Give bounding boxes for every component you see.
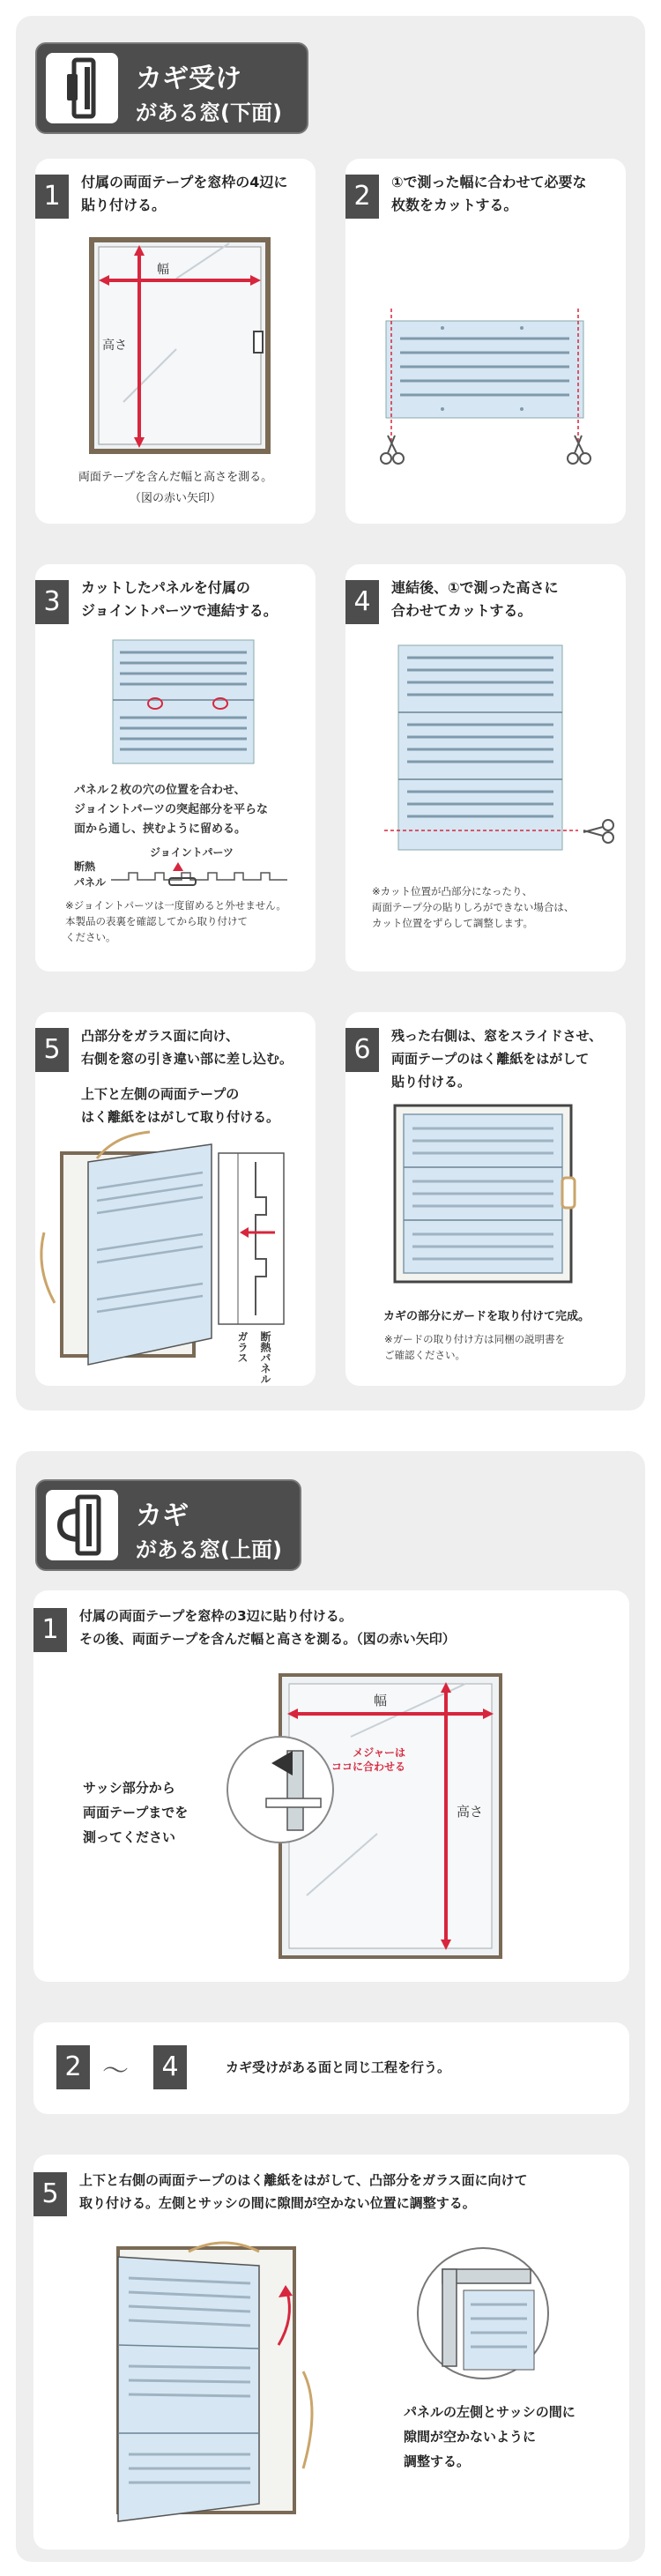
step-number: 5 [33,2172,67,2216]
height-cut-diagram [345,631,626,852]
width-label: 幅 [374,1693,388,1709]
tilde-separator: 〜 [102,2056,129,2087]
step-number: 3 [35,580,69,624]
sash-measure-note: サッシ部分から 両面テープまでを 測ってください [83,1780,189,1845]
section-title-line1: カギ [136,1500,189,1531]
step-instruction-2: 上下と左側の両面テープの はく離紙をはがして取り付ける。 [81,1086,280,1125]
window-lock-icon [46,1490,118,1560]
step-card-5 [33,2155,629,2550]
step-instruction: 凸部分をガラス面に向け、 右側を窓の引き違い部に差し込む。 [81,1028,293,1067]
measure-caption: 両面テープを含んだ幅と高さを測る。 （図の赤い矢印） [78,471,273,505]
finished-window-diagram [345,1097,626,1299]
step-instruction: 連結後、①で測った高さに 合わせてカットする。 [391,579,559,619]
glass-label: ガラス [236,1331,249,1363]
scissors-icon [568,436,590,464]
gap-detail-diagram [412,2243,553,2384]
scissors-icon [583,820,613,843]
step-instruction: ①で測った幅に合わせて必要な 枚数をカットする。 [391,174,587,213]
section-header [35,42,308,134]
step-card-6 [345,1012,626,1386]
window-latch-receiver-icon [46,53,118,123]
step-number: 4 [345,580,379,624]
height-label: 高さ [457,1804,484,1820]
gap-adjust-caption: パネルの左側とサッシの間に 隙間が空かないように 調整する。 [404,2404,576,2469]
panel-label: 断熱パネル [259,1331,271,1384]
step-number: 2 [345,175,379,219]
joint-note: ※ジョイントパーツは一度留めると外せません。 本製品の表裏を確認してから取り付けて ください。 [65,899,286,943]
cut-note: ※カット位置が凸部分になったり、 両面テープ分の貼りしろができない場合は、 カット位置をずらして調整します。 [372,885,575,929]
window-measure-diagram [35,226,316,455]
joint-description: パネル２枚の穴の位置を合わせ、 ジョイントパーツの突起部分を平らな 面から通し、挟むように留める。 [74,784,268,836]
step-number-from: 2 [56,2045,90,2089]
step-instruction: 残った右側は、窓をスライドさせ、 両面テープのはく離紙をはがして 貼り付ける。 [391,1028,603,1090]
completion-caption: カギの部分にガードを取り付けて完成。 [382,1310,590,1323]
measure-callout: メジャーは ココに合わせる [330,1746,405,1773]
section-title-line2: がある窓(上面) [136,1537,282,1562]
joined-panels-diagram [35,633,316,765]
step-number-to: 4 [153,2045,187,2089]
height-label: 高さ [102,339,127,353]
section-upper-lock-window [16,1451,645,2562]
lock-guard-icon [562,1178,575,1208]
step-number: 5 [35,1028,69,1072]
joint-cross-section-diagram [111,862,305,889]
step-card-2-to-4 [33,2022,629,2114]
step-card-2 [345,159,626,524]
step-number: 6 [345,1028,379,1072]
guard-note: ※ガードの取り付け方は同梱の説明書を ご確認ください。 [384,1333,566,1361]
step-number: 1 [35,175,69,219]
scissors-icon [381,436,404,464]
step-number: 1 [33,1608,67,1652]
section-lower-latch-window [16,16,645,1411]
step-card-5 [35,1012,316,1386]
step-instruction: 上下と右側の両面テープのはく離紙をはがして、凸部分をガラス面に向けて 取り付ける。左側とサッシの間に隙間が空かない位置に調整する。 [79,2172,528,2211]
section-title-line1: カギ受け [136,63,241,94]
panel-cut-diagram [345,309,626,485]
step-instruction: カギ受けがある面と同じ工程を行う。 [226,2059,451,2075]
window-measure-diagram [254,1666,518,1966]
section-header [35,1479,301,1571]
panel-insert-diagram [35,1127,316,1382]
width-label: 幅 [157,263,169,277]
step-card-1 [35,159,316,524]
step-instruction: カットしたパネルを付属の ジョイントパーツで連結する。 [81,579,278,619]
panel-mount-diagram [83,2239,347,2539]
step-instruction: 付属の両面テープを窓枠の3辺に貼り付ける。 その後、両面テープを含んだ幅と高さを測る。（図の赤い矢印） [79,1608,456,1647]
joint-parts-label: ジョイントパーツ [150,846,234,859]
panel-label: 断熱 パネル [74,860,107,889]
step-card-3 [35,564,316,972]
step-instruction: 付属の両面テープを窓枠の4辺に 貼り付ける。 [81,174,288,213]
step-card-4 [345,564,626,972]
step-card-1 [33,1590,629,1982]
section-title-line2: がある窓(下面) [136,101,282,125]
